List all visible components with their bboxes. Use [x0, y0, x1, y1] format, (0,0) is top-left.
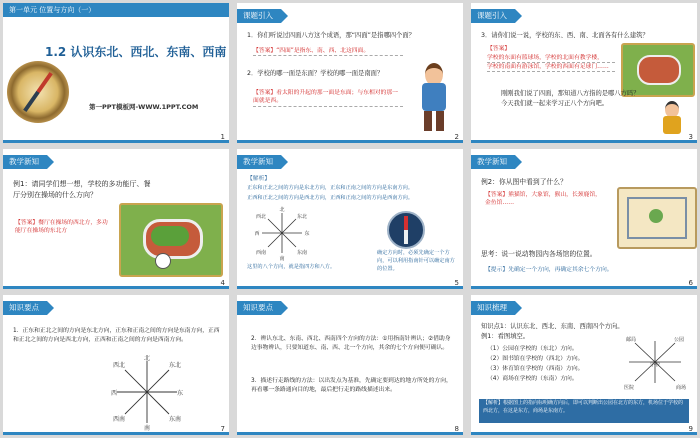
slide-4-thumbnail[interactable]: [3, 149, 229, 289]
section-tab: 教学新知: [3, 155, 47, 169]
key-point-1: 1．正东和正北之间的方向是东北方向，正东和正南之间的方向是东南方向，正西和正北之间的方向是西北方向，正西和正南之间的方向是西南方向。: [13, 328, 220, 343]
analysis-text: 【解析】根据图上的指向标明确方向后，即可以判断出公园在北方的东方，机场位于学校的西北方，在这是东方，商场是东南方。: [483, 400, 684, 414]
school-direction-map: [619, 333, 691, 391]
direction-label-southeast: 东南: [296, 250, 308, 256]
direction-label-north: 北: [143, 355, 151, 362]
slide-number: 5: [454, 279, 459, 287]
direction-label-north: 北: [279, 207, 285, 213]
eight-direction-diagram: [253, 205, 311, 261]
compass-dial-image: [387, 211, 425, 249]
school-map-image: [119, 203, 223, 277]
fill-item-1: （1）公园在学校的（东北）方向。: [487, 346, 578, 352]
example-2-answer: 【答案】熊猫馆，大象馆，猴山，长颈鹿馆，金鱼馆……: [485, 192, 601, 207]
slide-5-thumbnail[interactable]: [237, 149, 463, 289]
direction-label-east: 东: [304, 231, 310, 237]
slide-8-thumbnail[interactable]: [237, 295, 463, 435]
slide-6-thumbnail[interactable]: [471, 149, 697, 289]
knowledge-point-1: 知识点1：认识东北、西北、东南、西南四个方向。: [481, 323, 624, 330]
direction-label-northeast: 东北: [296, 214, 308, 220]
section-tab: 教学新知: [237, 155, 281, 169]
prompt-line-2: 今天我们就一起来学习正八个方向吧。: [501, 100, 609, 107]
bottom-bar: [237, 432, 463, 435]
map-label-hospital: 医院: [623, 385, 635, 391]
section-tab: 课题引入: [471, 9, 515, 23]
key-point-3: 3．描述行走路线的方法：以出发点为基准，先确定要到达的地方所处的方向，再看哪一条路通向目的地，最后把行走的路线描述出来。: [251, 378, 452, 393]
analysis-line-1: 正东和正北之间的方向是东北方向，正东和正南之间的方向是东南方向。: [247, 185, 414, 191]
slide-number: 2: [454, 133, 459, 141]
slide-number: 1: [220, 133, 225, 141]
direction-label-east: 东: [176, 390, 183, 397]
bottom-bar: [3, 432, 229, 435]
website-label: 第一PPT模板网-WWW.1PPT.COM: [89, 103, 199, 111]
slide-1-thumbnail[interactable]: [3, 3, 229, 143]
example-1-question: 例1：请同学们想一想，学校的多功能厅、餐厅分别在操场的什么方向？: [13, 180, 151, 199]
direction-label-northwest: 西北: [112, 362, 126, 369]
note-eight-directions: 这里的八个方向，就是指四方和八方。: [247, 264, 336, 270]
fill-item-3: （3）体育馆在学校的（西南）方向。: [487, 366, 584, 372]
slide-number: 7: [220, 425, 225, 433]
bottom-bar: [3, 140, 229, 143]
direction-label-southwest: 西南: [112, 416, 126, 423]
direction-label-south: 南: [279, 256, 285, 261]
map-label-school: 学校: [649, 362, 661, 368]
map-label-park: 公园: [673, 337, 685, 343]
slide-number: 3: [688, 133, 693, 141]
section-tab: 课题引入: [237, 9, 281, 23]
bottom-bar: [237, 286, 463, 289]
note-determine-direction: 确定方向时，必须先确定一个方向，可以利用指南针可以确定南方的位置。: [377, 250, 455, 273]
section-tab: 知识梳理: [471, 301, 515, 315]
section-tab: 知识要点: [3, 301, 47, 315]
child-cartoon-image: [661, 101, 683, 135]
answer-1: 【答案】“四面”是指东、南、西、北这四面。: [253, 47, 403, 56]
direction-label-south: 南: [143, 425, 151, 431]
bottom-bar: [471, 432, 697, 435]
slide-number: 8: [454, 425, 459, 433]
prompt-line-1: 刚刚我们说了四面，那知道八方指的是哪八方吗？: [501, 90, 640, 97]
slide-2-thumbnail[interactable]: [237, 3, 463, 143]
slide-number: 6: [688, 279, 693, 287]
analysis-line-2: 正西和正北之间的方向是西北方向，正西和正南之间的方向是西南方向。: [247, 195, 414, 201]
direction-label-northwest: 西北: [255, 214, 267, 220]
direction-label-southeast: 东南: [168, 416, 182, 423]
child-cartoon-image: [417, 63, 451, 133]
bottom-bar: [237, 140, 463, 143]
example-1-answer: 【答案】餐厅在操场的西北方，多功能厅在操场的东北方: [15, 220, 108, 235]
zoo-map-image: [617, 187, 697, 249]
lesson-title: 1.2 认识东北、西北、东南、西南: [45, 45, 227, 59]
direction-label-southwest: 西南: [255, 250, 267, 256]
direction-label-west: 西: [111, 390, 118, 397]
question-3: 3．请你们说一说，学校的东、西、南、北面各有什么建筑？: [481, 32, 649, 39]
key-point-2: 2．辨认东北、东南、西北、西南四个方向的方法：①用指南针辨认；②借助身边事物辨认，只要知道东、南、西、北一个方向，其余的七个方向便可确认。: [251, 336, 451, 351]
map-label-mall: 商场: [675, 385, 687, 391]
compass-icon: [155, 253, 171, 269]
answer-2: 【答案】看太阳的升起的那一面是东面；与东相对的那一面就是西。: [253, 89, 403, 107]
slide-number: 9: [688, 425, 693, 433]
unit-label: 第一单元 位置与方向（一）: [9, 6, 96, 14]
answer-3-line-1: 学校的东面有篮球场，学校的北面有教学楼，: [487, 54, 615, 63]
map-label-post-office: 邮局: [625, 337, 637, 343]
bottom-bar: [471, 140, 697, 143]
section-tab: 知识要点: [237, 301, 281, 315]
answer-3-label: 【答案】: [487, 46, 511, 52]
slide-number: 4: [220, 279, 225, 287]
analysis-label: 【解析】: [247, 176, 271, 182]
question-1: 1．你们听说过四面八方这个成语，那“四面”是指哪四个面？: [247, 32, 415, 39]
example-2-question: 例2：你从图中看到了什么？: [481, 178, 567, 186]
question-2: 2．学校的哪一面是东面？学校的哪一面是南面？: [247, 70, 384, 77]
fill-item-4: （4）商场在学校的（东南）方向。: [487, 376, 578, 382]
bottom-bar: [471, 286, 697, 289]
direction-label-northeast: 东北: [168, 362, 182, 369]
example-1-label: 例1：看图填空。: [481, 333, 530, 340]
slide-7-thumbnail[interactable]: [3, 295, 229, 435]
slide-9-thumbnail[interactable]: [471, 295, 697, 435]
section-tab: 教学新知: [471, 155, 515, 169]
eight-direction-diagram: [111, 355, 183, 431]
think-prompt: 思考：说一说动物园内各场馆的位置。: [481, 250, 597, 258]
answer-3-line-2: 学校的南面有游泳馆，学校的西面有足球门……: [487, 63, 615, 72]
fill-item-2: （2）图书馆在学校的（西北）方向。: [487, 356, 584, 362]
direction-label-west: 西: [254, 231, 260, 237]
bottom-bar: [3, 286, 229, 289]
hint-text: 【提示】先确定一个方向，再确定其余七个方向。: [485, 267, 613, 273]
slide-3-thumbnail[interactable]: [471, 3, 697, 143]
